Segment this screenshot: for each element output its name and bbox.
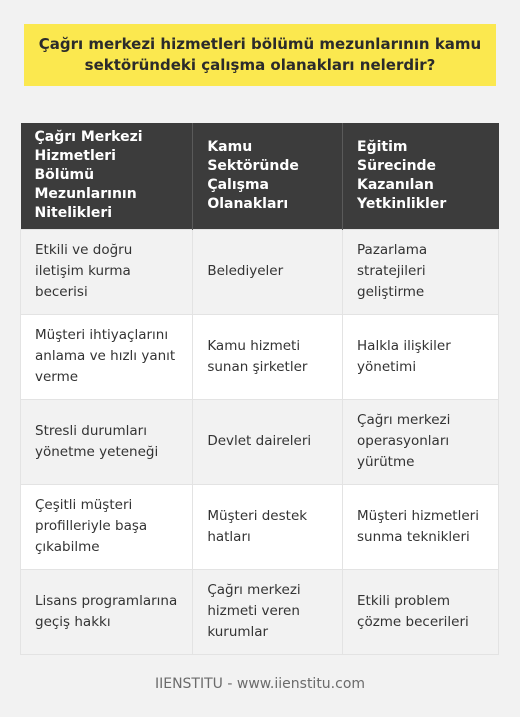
table-cell: Müşteri destek hatları <box>193 484 343 569</box>
header-public-sector-opportunities: Kamu Sektöründe Çalışma Olanakları <box>193 123 343 229</box>
table-row <box>21 569 499 654</box>
table-cell: Belediyeler <box>193 229 343 314</box>
table-cell: Çağrı merkezi hizmeti veren kurumlar <box>193 569 343 654</box>
header-qualifications: Çağrı Merkezi Hizmetleri Bölümü Mezunlarının Nitelikleri <box>21 123 193 229</box>
table-row <box>21 484 499 569</box>
comparison-table <box>20 123 499 655</box>
table-cell: Pazarlama stratejileri geliştirme <box>343 229 499 314</box>
table-cell: Çeşitli müşteri profilleriyle başa çıkabilme <box>21 484 193 569</box>
table-row <box>21 399 499 484</box>
table-header-row <box>21 123 499 229</box>
page-title: Çağrı merkezi hizmetleri bölümü mezunlarının kamu sektöründeki çalışma olanakları nelerdir? <box>38 35 482 74</box>
footer-credit: IIENSTITU - www.iienstitu.com <box>154 676 366 692</box>
table-cell: Kamu hizmeti sunan şirketler <box>193 314 343 399</box>
title-banner <box>24 24 496 86</box>
table-cell: Müşteri hizmetleri sunma teknikleri <box>343 484 499 569</box>
table-cell: Etkili ve doğru iletişim kurma becerisi <box>21 229 193 314</box>
table-cell: Halkla ilişkiler yönetimi <box>343 314 499 399</box>
table-cell: Müşteri ihtiyaçlarını anlama ve hızlı yanıt verme <box>21 314 193 399</box>
header-acquired-competencies: Eğitim Sürecinde Kazanılan Yetkinlikler <box>357 138 447 212</box>
table-cell: Çağrı merkezi operasyonları yürütme <box>343 399 499 484</box>
table-cell: Stresli durumları yönetme yeteneği <box>21 399 193 484</box>
table-cell: Devlet daireleri <box>193 399 343 484</box>
table-row <box>21 314 499 399</box>
table-cell: Etkili problem çözme becerileri <box>343 569 499 654</box>
table-row <box>21 229 499 314</box>
table-cell: Lisans programlarına geçiş hakkı <box>21 569 193 654</box>
